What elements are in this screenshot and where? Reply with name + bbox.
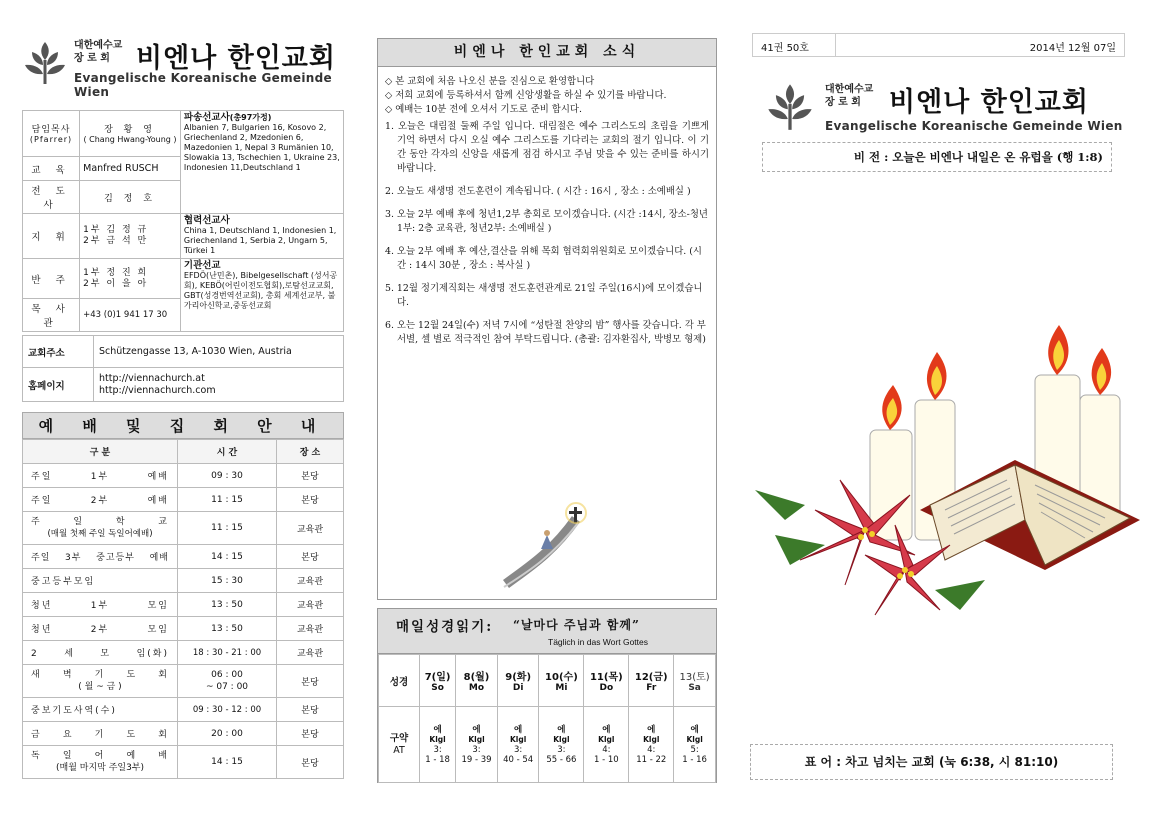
news-title: 비엔나 한인교회 소식 (378, 39, 716, 67)
conductor-names: 1부 김 정 규 2부 금 석 만 (80, 214, 181, 259)
bible-reading-table (378, 654, 716, 783)
org-title: 기관선교 (183, 260, 221, 271)
news-item-6: 6. 오는 12월 24일(수) 저녁 7시에 “성탄절 찬양의 밤” 행사를 갖습니다. 각 부서별, 셀 별로 적극적인 참여 부탁드립니다. (총괄: 김자환집사, 박병모 형제) (385, 320, 706, 345)
bible-day: 7(일) So (420, 655, 456, 707)
news-intro-2: ◇ 저희 교회에 등록하셔서 함께 신앙생활을 하실 수 있기를 바랍니다. (385, 90, 667, 101)
service-place: 본당 (277, 464, 344, 488)
services-header-name: 구 분 (23, 440, 178, 464)
service-place: 교육관 (277, 569, 344, 593)
homepage-label: 홈페이지 (23, 368, 94, 402)
mission-cell (180, 111, 343, 214)
right-logo (765, 80, 1125, 140)
service-time: 13 : 50 (178, 617, 277, 641)
service-time: 09 : 30 - 12 : 00 (178, 698, 277, 722)
table-row (23, 464, 344, 488)
service-place: 본당 (277, 665, 344, 698)
table-row (23, 665, 344, 698)
bible-passage: 에 Klgl 3: 40 - 54 (497, 707, 539, 783)
address-table (22, 335, 344, 402)
conductor-label: 지 휘 (23, 214, 80, 259)
church-name-ko: 비엔나 한인교회 (889, 87, 1089, 118)
service-time: 06 : 00 ~ 07 : 00 (178, 665, 277, 698)
bible-ot-label: 구약 AT (379, 707, 420, 783)
service-time: 14 : 15 (178, 746, 277, 779)
evangelist-name: 김 정 호 (80, 181, 181, 214)
issue-bar (752, 33, 1125, 57)
advent-candles-bible-illustration (745, 320, 1145, 620)
news-item-3: 3. 오늘 2부 예배 후에 청년1,2부 총회로 모이겠습니다. (시간 :14시, 장소-청년1부: 2층 교육관, 청년2부: 소예배실 ) (385, 209, 708, 234)
service-place: 본당 (277, 746, 344, 779)
table-row (23, 722, 344, 746)
bible-day: 13(토) Sa (674, 655, 716, 707)
staff-info-table (22, 110, 344, 332)
pastor-label: 담임목사 (Pfarrer) (23, 111, 80, 157)
service-time: 20 : 00 (178, 722, 277, 746)
service-name: 2 세 모 임(화) (23, 641, 178, 665)
news-intro-1: ◇ 본 교회에 처음 나오신 분을 진심으로 환영합니다 (385, 76, 595, 87)
bible-passage: 에 Klgl 5: 1 - 16 (674, 707, 716, 783)
service-name: 중보기도사역(수) (23, 698, 178, 722)
service-time: 13 : 50 (178, 593, 277, 617)
address-value: Schützengasse 13, A-1030 Wien, Austria (94, 336, 344, 368)
bible-passage: 에 Klgl 4: 11 - 22 (629, 707, 674, 783)
education-label: 교 육 (23, 157, 80, 181)
church-name-de: Evangelische Koreanische Gemeinde Wien (74, 71, 332, 99)
services-header-time: 시 간 (178, 440, 277, 464)
service-name: 청년 2부 모임 (23, 617, 178, 641)
church-name-de: Evangelische Koreanische Gemeinde Wien (825, 119, 1123, 133)
accompanist-label: 반 주 (23, 259, 80, 299)
vision-box: 비 전 : 오늘은 비엔나 내일은 온 유럽을 (행 1:8) (762, 142, 1112, 172)
service-place: 교육관 (277, 641, 344, 665)
homepage-value (94, 368, 344, 402)
parsonage-phone: +43 (0)1 941 17 30 (80, 299, 181, 332)
left-logo (22, 38, 352, 99)
service-name: 새 벽 기 도 회 ( 월 ~ 금 ) (23, 665, 178, 698)
bible-day: 11(목) Do (584, 655, 629, 707)
services-title: 예 배 및 집 회 안 내 (22, 412, 344, 439)
news-panel (377, 38, 717, 600)
service-time: 11 : 15 (178, 512, 277, 545)
services-table (22, 439, 344, 779)
bible-subtitle: Täglich in das Wort Gottes (548, 637, 648, 647)
service-place: 본당 (277, 722, 344, 746)
service-time: 09 : 30 (178, 464, 277, 488)
bible-passage: 에 Klgl 3: 55 - 66 (539, 707, 584, 783)
parsonage-label: 목 사 관 (23, 299, 80, 332)
denomination-line1: 대한예수교 (74, 40, 123, 51)
service-name: 주일 2부 예배 (23, 488, 178, 512)
bible-row-label: 성경 (379, 655, 420, 707)
evangelist-label: 전 도 사 (23, 181, 80, 214)
church-logo-icon (22, 38, 68, 86)
mission-count: (총97가정) (229, 113, 272, 122)
bible-passage: 에 Klgl 3: 19 - 39 (456, 707, 498, 783)
bible-reading-panel (377, 608, 717, 783)
homepage-link-at[interactable]: http://viennachurch.at (99, 372, 205, 384)
church-name-ko: 비엔나 한인교회 (136, 43, 336, 74)
issue-volume: 41권 50호 (761, 43, 809, 54)
table-row (23, 617, 344, 641)
bible-title: 매일성경읽기: (396, 619, 494, 635)
table-row (23, 512, 344, 545)
mission-title: 파송선교사 (183, 112, 230, 123)
service-name: 중고등부모임 (23, 569, 178, 593)
issue-date: 2014년 12월 07일 (1029, 43, 1116, 54)
denomination-line1: 대한예수교 (825, 84, 874, 95)
service-name: 청년 1부 모임 (23, 593, 178, 617)
homepage-link-com[interactable]: http://viennachurch.com (99, 384, 216, 396)
service-name: 주일 3부 중고등부 예배 (23, 545, 178, 569)
service-time: 18 : 30 - 21 : 00 (178, 641, 277, 665)
stairway-cross-illustration (496, 499, 596, 589)
service-place: 교육관 (277, 512, 344, 545)
mission-text: Albanien 7, Bulgarien 16, Kosovo 2, Griechenland 2, Mzedonien 6, Mazedonien 1, Nepal 3 Rumänien 10, Slowakia 13, Tschechien 1, Ukraine 23, Indonesien 11,Deutschland 1 (183, 123, 340, 172)
service-place: 교육관 (277, 593, 344, 617)
denomination-line2: 장 로 회 (74, 53, 110, 64)
table-row (23, 593, 344, 617)
coop-text: China 1, Deutschland 1, Indonesien 1, Griechenland 1, Serbia 2, Ungarn 5, Türkei 1 (183, 226, 337, 255)
service-time: 15 : 30 (178, 569, 277, 593)
coop-title: 협력선교사 (183, 215, 230, 226)
news-item-4: 4. 오늘 2부 예배 후 예산,결산을 위해 목회 협력회위원회로 모이겠습니다. (시간 : 14시 30분 , 장소 : 복사실 ) (385, 246, 702, 271)
motto-box: 표 어 : 차고 넘치는 교회 (눅 6:38, 시 81:10) (750, 744, 1113, 780)
church-logo-icon (765, 80, 815, 132)
address-label: 교회주소 (23, 336, 94, 368)
org-cell (180, 259, 343, 332)
news-item-2: 2. 오늘도 새생명 전도훈련이 계속됩니다. ( 시간 : 16시 , 장소 : 소예배실 ) (385, 186, 691, 197)
table-row (23, 488, 344, 512)
bible-quote: “날마다 주님과 함께” (513, 618, 640, 632)
table-row (23, 545, 344, 569)
service-place: 본당 (277, 698, 344, 722)
service-name: 금 요 기 도 회 (23, 722, 178, 746)
bible-day: 9(화) Di (497, 655, 539, 707)
bible-passage: 에 Klgl 4: 1 - 10 (584, 707, 629, 783)
table-row (23, 641, 344, 665)
service-place: 교육관 (277, 617, 344, 641)
table-row (23, 569, 344, 593)
bible-day: 10(수) Mi (539, 655, 584, 707)
service-name: 주 일 학 교 (매월 첫째 주일 독일어예배) (23, 512, 178, 545)
bible-day: 12(금) Fr (629, 655, 674, 707)
news-intro-3: ◇ 예배는 10분 전에 오셔서 기도로 준비 합시다. (385, 104, 582, 115)
bible-day: 8(월) Mo (456, 655, 498, 707)
service-time: 11 : 15 (178, 488, 277, 512)
accompanist-names: 1부 정 진 희 2부 이 을 아 (80, 259, 181, 299)
news-item-1: 1. 오늘은 대림절 둘째 주일 입니다. 대림절은 예수 그리스도의 초림을 기쁘게 기억 하면서 다시 오실 예수 그리스도를 기다리는 교회의 절기 입니다. 이 기간 동안 각자의 신앙을 새롭게 점검 하시고 주님 맞을 수 있는 준비를 하시기 바랍니다. (385, 121, 709, 174)
services-header-place: 장 소 (277, 440, 344, 464)
service-name: 독 일 어 예 배 (매월 마지막 주일3부) (23, 746, 178, 779)
pastor-name: 장 황 영 ( Chang Hwang-Young ) (80, 111, 181, 157)
news-item-5: 5. 12월 정기제직회는 새생명 전도훈련관계로 21일 주일(16시)에 모이겠습니다. (385, 283, 703, 308)
table-row (23, 746, 344, 779)
education-name: Manfred RUSCH (80, 157, 181, 181)
org-text: EFDÖ(난민촌), Bibelgesellschaft (성서공회), KEBÖ(어린이전도협회),로탐선교교회, GBT(성경번역선교회), 총회 세계선교부, 불가리아신학교,중동선교회 (183, 271, 338, 310)
service-time: 14 : 15 (178, 545, 277, 569)
service-name: 주일 1부 예배 (23, 464, 178, 488)
service-place: 본당 (277, 488, 344, 512)
table-row (23, 698, 344, 722)
bible-header (378, 609, 716, 654)
denomination-line2: 장 로 회 (825, 97, 861, 108)
bible-passage: 에 Klgl 3: 1 - 18 (420, 707, 456, 783)
service-place: 본당 (277, 545, 344, 569)
coop-cell (180, 214, 343, 259)
